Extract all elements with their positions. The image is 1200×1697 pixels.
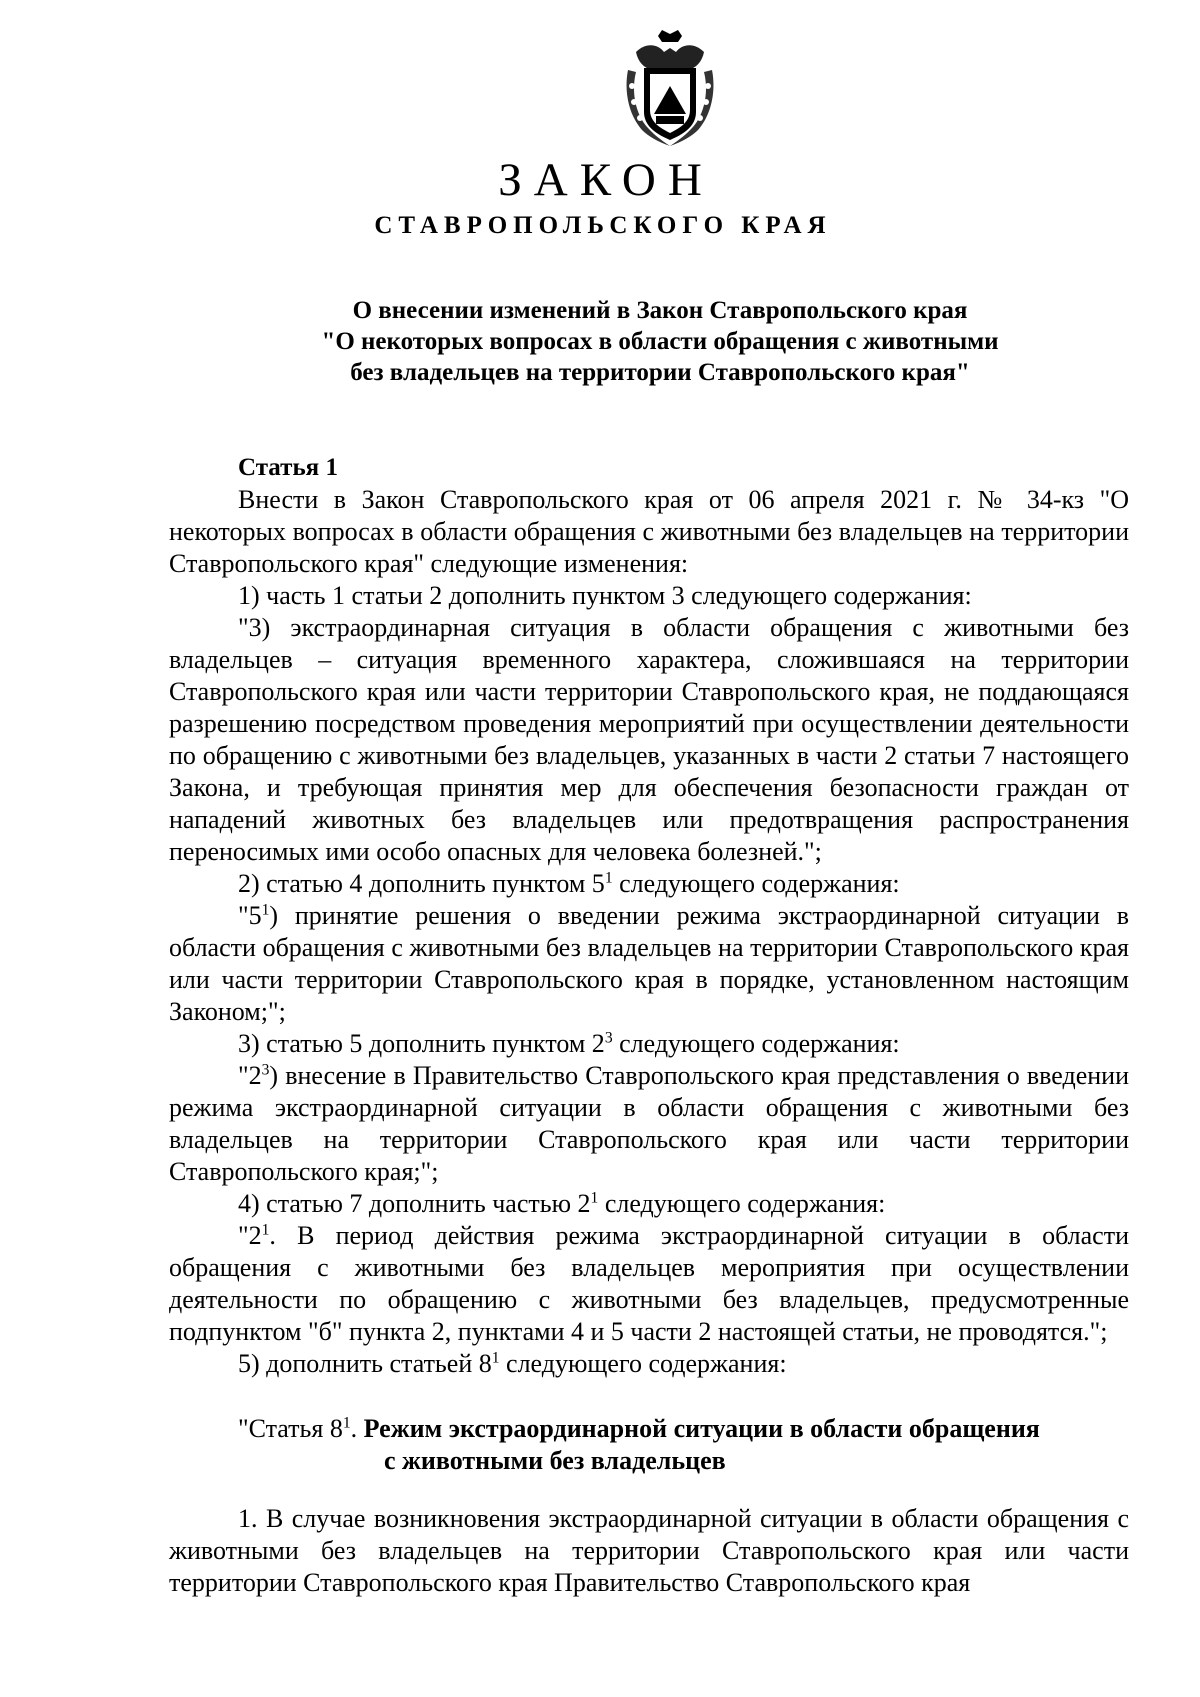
item-4-sup: 1 — [590, 1189, 599, 1207]
item-3-text-b: следующего содержания: — [612, 1029, 900, 1058]
article-8-1-title-line-1: Режим экстраординарной ситуации в области обращения — [357, 1414, 1040, 1443]
item-4-quote-b: . В период действия режима экстраординарной ситуации в области обращения с животными без владельцев мероприятия при осуществлении деятельности по обращению с животными без владельцев, предусмотренные подпунктом "б" пункта 2, пунктами 4 и 5 части 2 настоящей статьи, не проводятся."; — [169, 1221, 1129, 1346]
item-2 — [169, 868, 1129, 900]
article-8-1-label: "Статья 8 — [238, 1414, 343, 1443]
document-title: ЗАКОН — [498, 154, 714, 206]
law-heading — [260, 295, 1060, 388]
item-5-sup: 1 — [491, 1349, 500, 1367]
item-4-quote-a: "2 — [238, 1221, 262, 1250]
law-heading-line-3: без владельцев на территории Ставропольского края" — [350, 359, 970, 386]
item-2-text-b: следующего содержания: — [612, 869, 900, 898]
item-4-quote-sup: 1 — [261, 1221, 270, 1239]
article-8-1-sup: 1 — [342, 1414, 351, 1432]
item-4-text-b: следующего содержания: — [598, 1189, 886, 1218]
item-4-text — [169, 1220, 1129, 1348]
item-2-sup: 1 — [604, 869, 613, 887]
item-3-quote-a: "2 — [238, 1061, 262, 1090]
law-heading-line-1: О внесении изменений в Закон Ставропольского края — [352, 297, 968, 324]
item-3-sup: 3 — [604, 1029, 613, 1047]
item-4-text-a: 4) статью 7 дополнить частью 2 — [238, 1189, 591, 1218]
article-8-1-paragraph-1: 1. В случае возникновения экстраординарной ситуации в области обращения с животными без владельцев на территории Ставропольского края или части территории Ставропольского края Правительство Ставропольского края — [169, 1504, 1129, 1597]
item-2-quote-b: ) принятие решения о введении режима экстраординарной ситуации в области обращения с животными без владельцев на территории Ставропольского края или части территории Ставропольского края в порядке, установленном настоящим Законом;"; — [169, 901, 1129, 1026]
item-1-text: "3) экстраординарная ситуация в области обращения с животными без владельцев – ситуация временного характера, сложившаяся на территории Ставропольского края или части территории Ставропольского края, не поддающаяся разрешению посредством проведения мероприятий при осуществлении деятельности по обращению с животными без владельцев, указанных в части 2 статьи 7 настоящего Закона, и требующая принятия мер для обеспечения безопасности граждан от нападений животных без владельцев или предотвращения распространения переносимых ими особо опасных для человека болезней."; — [169, 613, 1129, 866]
article-title: Статья 1 — [238, 454, 338, 481]
item-4 — [169, 1188, 1129, 1220]
item-2-text — [169, 900, 1129, 1028]
item-3 — [169, 1028, 1129, 1060]
item-5-text-a: 5) дополнить статьей 8 — [238, 1349, 492, 1378]
document-subtitle: СТАВРОПОЛЬСКОГО КРАЯ — [374, 212, 832, 239]
item-2-quote-a: "5 — [238, 901, 262, 930]
item-3-quote-sup: 3 — [261, 1061, 270, 1079]
item-5-text-b: следующего содержания: — [499, 1349, 787, 1378]
item-5 — [169, 1348, 1129, 1380]
article-8-1-heading — [238, 1413, 1138, 1445]
item-2-text-a: 2) статью 4 дополнить пунктом 5 — [238, 869, 605, 898]
article-8-1-dot: . — [350, 1414, 358, 1443]
item-3-text-a: 3) статью 5 дополнить пунктом 2 — [238, 1029, 605, 1058]
article-8-1-title-line-2: с животными без владельцев — [384, 1446, 726, 1475]
law-heading-line-2: "О некоторых вопросах в области обращения с животными — [321, 328, 999, 355]
item-1: 1) часть 1 статьи 2 дополнить пунктом 3 следующего содержания: — [238, 581, 972, 610]
item-2-quote-sup: 1 — [261, 901, 270, 919]
article-body — [169, 484, 1129, 1380]
article-intro: Внести в Закон Ставропольского края от 06 апреля 2021 г. № 34-кз "О некоторых вопросах в области обращения с животными без владельцев на территории Ставропольского края" следующие изменения: — [169, 485, 1129, 578]
item-3-text — [169, 1060, 1129, 1188]
coat-of-arms-icon — [618, 30, 722, 150]
item-3-quote-b: ) внесение в Правительство Ставропольского края представления о введении режима экстраординарной ситуации в области обращения с животными без владельцев на территории Ставропольского края или части территории Ставропольского края;"; — [169, 1061, 1129, 1186]
